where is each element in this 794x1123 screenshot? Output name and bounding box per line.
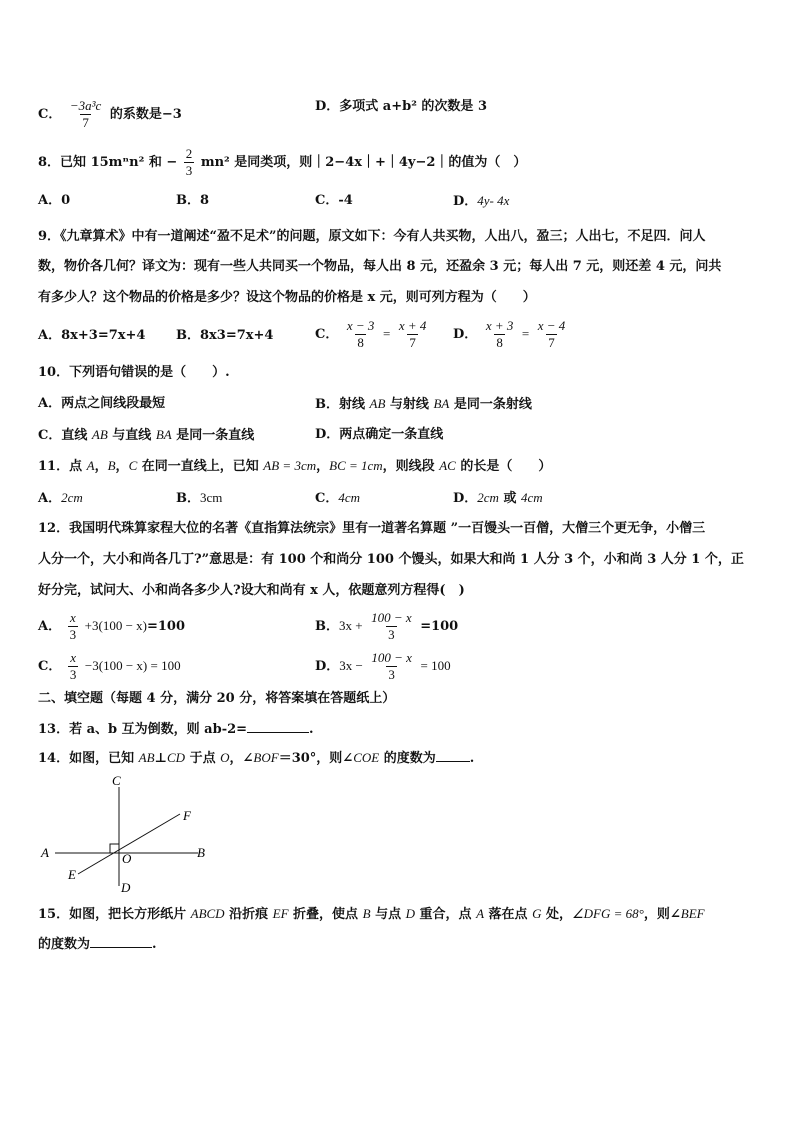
q12-option-c: C． $\frac{x}{3}$ −3(100 − x) = 100 (38, 650, 181, 682)
q9-line-3: 有多少人？这个物品的价格是多少？设这个物品的价格是 x 元，则可列方程为（ ） (38, 290, 536, 305)
q12-line-1: 12．我国明代珠算家程大位的名著《直指算法统宗》里有一道著名算题 ”一百馒头一百僧，大僧三个更无争，小僧三 (38, 521, 706, 536)
q9-option-c: C． $\frac{x - 3}{8}$ = $\frac{x + 4}{7}$ (315, 318, 427, 350)
q7-option-d: D．多项式 a+b² 的次数是 3 (315, 99, 487, 114)
q11-stem: 11．点 A，B，C 在同一直线上，已知 AB = 3cm，BC = 1cm，则线段 AC 的长是（ ） (38, 458, 552, 474)
q10-option-c: C．直线 AB 与直线 BA 是同一条直线 (38, 427, 255, 443)
label-o: O (122, 851, 132, 866)
q8-option-b: B．8 (176, 193, 210, 208)
q8-option-c: C．-4 (315, 193, 353, 208)
q12-option-a: A． $\frac{x}{3}$ +3(100 − x)=100 (38, 610, 186, 642)
q12-option-d: D．3x − $\frac{100 - x}{3}$ = 100 (315, 650, 451, 682)
label-c: C (112, 773, 121, 788)
q11-option-d: D．2cm 或 4cm (453, 490, 543, 506)
q12-line-2: 人分一个，大小和尚各几丁?”意思是：有 100 个和尚分 100 个馒头，如果大和尚 1 人分 3 个，小和尚 3 人分 1 个，正 (38, 552, 744, 567)
label-d: D (121, 880, 131, 895)
q10-option-b: B．射线 AB 与射线 BA 是同一条射线 (315, 396, 532, 412)
label-f: F (183, 808, 191, 823)
q9-option-b: B．8x3=7x+4 (176, 328, 274, 343)
q7-option-c: C． $\frac{\text{−3a³c}}{7}$ 的系数是−3 (38, 98, 182, 130)
label-a: A (41, 845, 49, 860)
q11-option-b: B．3cm (176, 490, 223, 506)
q12-line-3: 好分完，试问大、小和尚各多少人?设大和尚有 x 人，依题意列方程得( ) (38, 583, 465, 598)
q10-option-a: A．两点之间线段最短 (38, 396, 166, 411)
label-b: B (197, 845, 205, 860)
q7c-fraction: $\frac{\text{−3a³c}}{7}$ (69, 98, 102, 130)
q8-stem: 8．已知 15mⁿn² 和 − $\frac{2}{3}$ mn² 是同类项，则｜2−4x｜+｜4y−2｜的值为（ ） (38, 146, 527, 178)
q9-line-1: 9．《九章算术》中有一道阐述“盈不足术”的问题，原文如下：今有人共买物，人出八，盈三；人出七，不足四．问人 (38, 229, 706, 244)
q9-line-2: 数，物价各几何？译文为：现有一些人共同买一个物品，每人出 8 元，还盈余 3 元；每人出 7 元，则还差 4 元，问共 (38, 259, 722, 274)
q11-option-a: A．2cm (38, 490, 83, 506)
q13-answer-blank[interactable] (247, 720, 309, 733)
q10-stem: 10．下列语句错误的是（ ）. (38, 365, 230, 380)
q10-option-d: D．两点确定一条直线 (315, 427, 444, 442)
q11-option-c: C．4cm (315, 490, 361, 506)
q13-stem: 13．若 a、b 互为倒数，则 ab-2= . (38, 722, 314, 737)
q8-option-a: A．0 (38, 193, 71, 208)
q15-answer-blank[interactable] (90, 935, 152, 948)
q15-line-2: 的度数为 . (38, 937, 157, 952)
q8-option-d: D．4y- 4x (453, 193, 510, 209)
q14-answer-blank[interactable] (436, 749, 470, 762)
q15-line-1: 15．如图，把长方形纸片 ABCD 沿折痕 EF 折叠，使点 B 与点 D 重合，点 A 落在点 G 处，∠DFG = 68°，则∠BEF (38, 906, 705, 922)
right-angle-mark (110, 844, 119, 853)
q14-stem: 14．如图，已知 AB⊥CD 于点 O，∠BOF＝30°，则∠COE 的度数为 . (38, 750, 475, 766)
q9-option-d: D． $\frac{x + 3}{8}$ = $\frac{x - 4}{7}$ (453, 318, 566, 350)
label-e: E (68, 867, 76, 882)
section-2-heading: 二、填空题（每题 4 分，满分 20 分，将答案填在答题纸上） (38, 691, 396, 706)
q14-figure (30, 770, 220, 900)
q12-option-b: B．3x + $\frac{100 - x}{3}$ =100 (315, 610, 459, 642)
q9-option-a: A．8x+3=7x+4 (38, 328, 146, 343)
